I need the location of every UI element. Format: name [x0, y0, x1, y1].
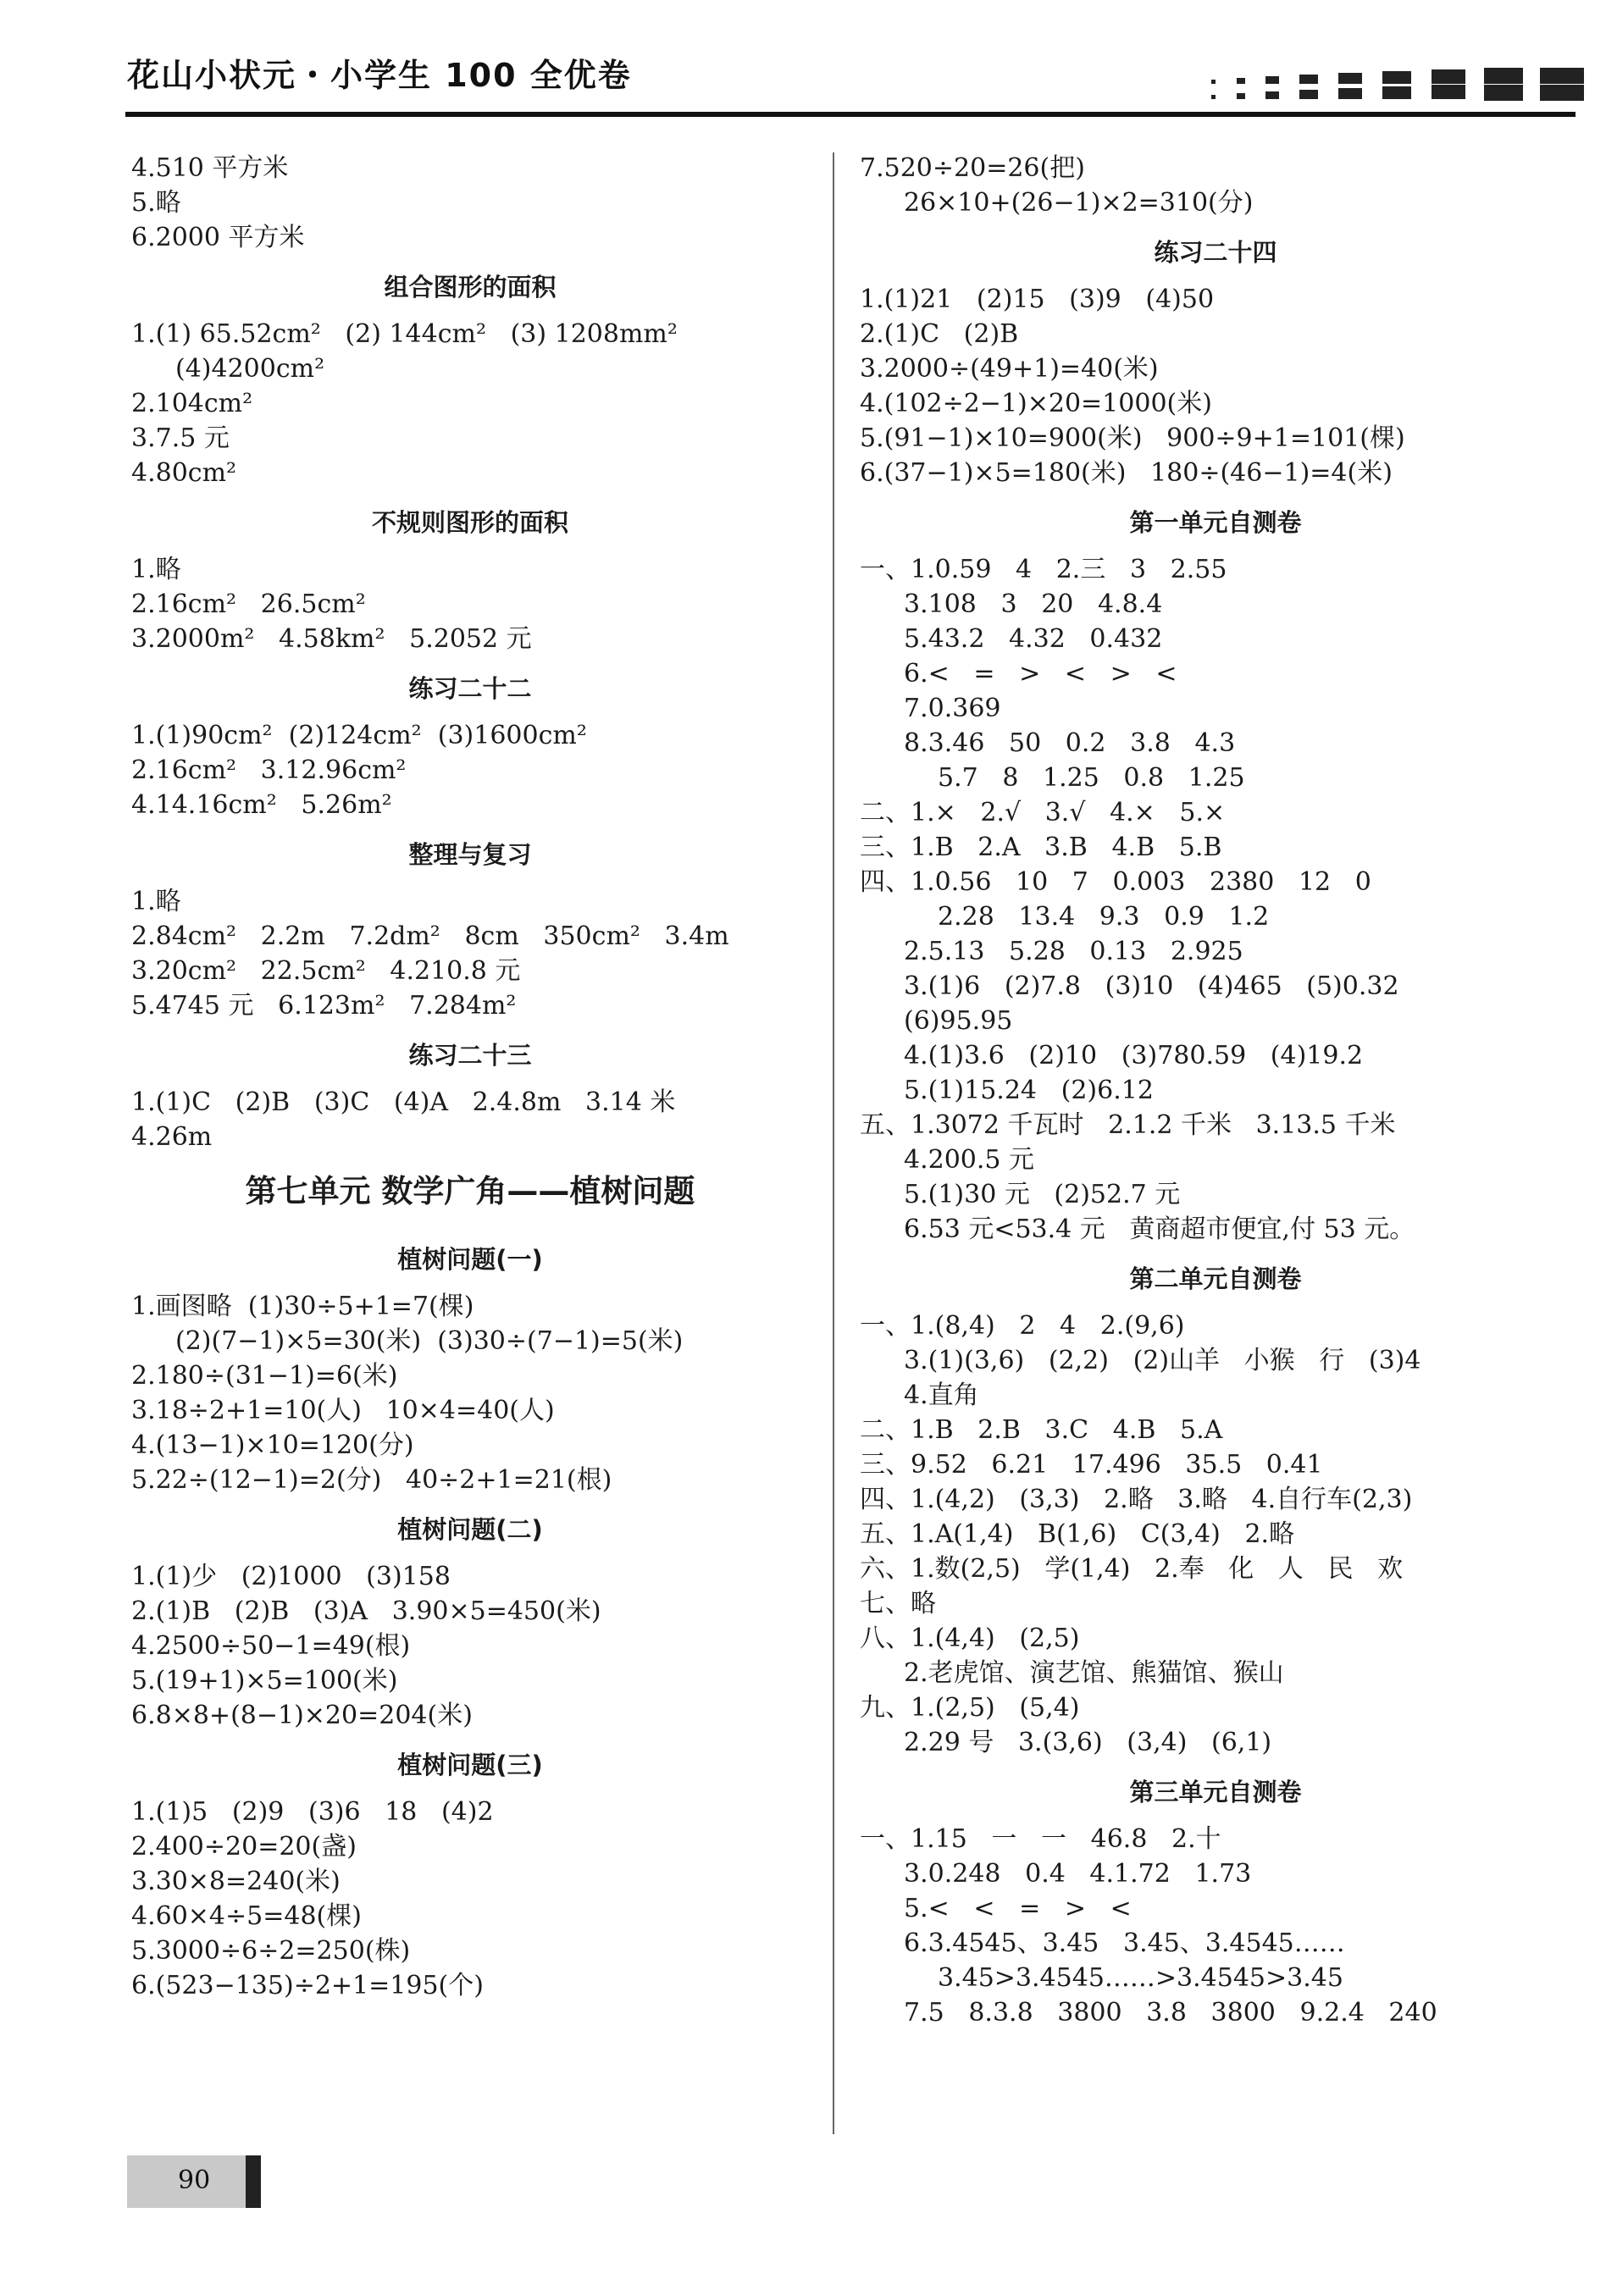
right-answer-line: 3.(1)6 (2)7.8 (3)10 (4)465 (5)0.32 — [904, 971, 1399, 1001]
right-answer-line: 3.108 3 20 4.8.4 — [904, 589, 1163, 619]
page-header — [0, 0, 1606, 119]
right-answer-line: 4.(102÷2−1)×20=1000(米) — [860, 389, 1212, 418]
left-section-title: 练习二十三 — [408, 1041, 532, 1070]
left-answer-line: 4.510 平方米 — [131, 153, 289, 183]
left-answer-line: 3.18÷2+1=10(人) 10×4=40(人) — [131, 1396, 555, 1425]
left-answer-line: 1.(1)C (2)B (3)C (4)A 2.4.8m 3.14 米 — [131, 1087, 676, 1117]
right-answer-line: 3.45>3.4545……>3.4545>3.45 — [938, 1963, 1343, 1993]
right-answer-line: 5.(91−1)×10=900(米) 900÷9+1=101(棵) — [860, 423, 1405, 453]
left-answer-line: 3.7.5 元 — [131, 423, 230, 453]
book-title: 花山小状元・小学生 100 全优卷 — [127, 57, 632, 94]
left-answer-line: 1.略 — [131, 887, 181, 916]
right-answer-line: 一、1.(8,4) 2 4 2.(9,6) — [860, 1311, 1185, 1341]
left-section-title: 不规则图形的面积 — [371, 508, 568, 537]
right-answer-line: (6)95.95 — [904, 1006, 1013, 1036]
left-answer-line: 2.(1)B (2)B (3)A 3.90×5=450(米) — [131, 1596, 601, 1626]
left-answer-line: 1.(1) 65.52cm² (2) 144cm² (3) 1208mm² — [131, 319, 678, 349]
left-answer-line: 2.16cm² 26.5cm² — [131, 589, 366, 619]
left-answer-line: 1.(1)少 (2)1000 (3)158 — [131, 1562, 451, 1591]
right-answer-line: 2.(1)C (2)B — [860, 319, 1019, 349]
right-answer-line: 四、1.(4,2) (3,3) 2.略 3.略 4.自行车(2,3) — [860, 1485, 1413, 1514]
right-answer-line: 7.0.369 — [904, 694, 1001, 723]
left-column — [131, 151, 809, 2003]
right-answer-line: 6.53 元<53.4 元 黄商超市便宜,付 53 元。 — [904, 1214, 1415, 1244]
right-answer-line: 二、1.B 2.B 3.C 4.B 5.A — [860, 1415, 1223, 1445]
header-rule — [125, 112, 1576, 117]
left-answer-line: (4)4200cm² — [175, 354, 325, 384]
right-answer-line: 5.(1)15.24 (2)6.12 — [904, 1076, 1154, 1105]
left-answer-line: 1.略 — [131, 555, 181, 584]
left-answer-line: 4.14.16cm² 5.26m² — [131, 790, 392, 820]
left-answer-line: 6.2000 平方米 — [131, 223, 305, 252]
right-answer-line: 7.520÷20=26(把) — [860, 153, 1085, 183]
right-answer-line: 九、1.(2,5) (5,4) — [860, 1693, 1080, 1723]
right-answer-line: 3.(1)(3,6) (2,2) (2)山羊 小猴 行 (3)4 — [904, 1346, 1421, 1375]
left-answer-line: 4.2500÷50−1=49(根) — [131, 1631, 411, 1661]
right-answer-line: 六、1.数(2,5) 学(1,4) 2.奉 化 人 民 欢 — [860, 1554, 1404, 1584]
left-answer-line: 6.(523−135)÷2+1=195(个) — [131, 1971, 484, 2000]
left-answer-line: 2.16cm² 3.12.96cm² — [131, 755, 407, 785]
right-answer-line: 5.(1)30 元 (2)52.7 元 — [904, 1180, 1181, 1209]
column-divider — [833, 152, 834, 2134]
right-answer-line: 五、1.3072 千瓦时 2.1.2 千米 3.13.5 千米 — [860, 1110, 1396, 1140]
left-answer-line: 4.80cm² — [131, 458, 237, 488]
left-answer-line: 5.略 — [131, 188, 181, 218]
right-answer-line: 七、略 — [860, 1589, 936, 1618]
right-answer-line: 一、1.15 一 一 46.8 2.十 — [860, 1824, 1221, 1854]
left-answer-line: 3.30×8=240(米) — [131, 1867, 341, 1896]
right-answer-line: 6.< = > < > < — [904, 659, 1177, 689]
right-answer-line: 1.(1)21 (2)15 (3)9 (4)50 — [860, 285, 1215, 314]
right-answer-line: 八、1.(4,4) (2,5) — [860, 1624, 1080, 1653]
right-answer-line: 五、1.A(1,4) B(1,6) C(3,4) 2.略 — [860, 1519, 1295, 1549]
left-section-title: 练习二十二 — [408, 674, 532, 703]
left-answer-line: 5.3000÷6÷2=250(株) — [131, 1936, 411, 1966]
right-answer-line: 二、1.× 2.√ 3.√ 4.× 5.× — [860, 798, 1226, 827]
right-answer-line: 6.3.4545、3.45 3.45、3.4545…… — [904, 1928, 1345, 1958]
right-answer-line: 5.7 8 1.25 0.8 1.25 — [938, 763, 1245, 793]
left-answer-line: 3.20cm² 22.5cm² 4.210.8 元 — [131, 956, 521, 986]
left-answer-line: (2)(7−1)×5=30(米) (3)30÷(7−1)=5(米) — [175, 1326, 684, 1356]
left-answer-line: 1.画图略 (1)30÷5+1=7(棵) — [131, 1292, 474, 1321]
right-answer-line: 8.3.46 50 0.2 3.8 4.3 — [904, 728, 1236, 758]
right-column — [860, 151, 1571, 2030]
left-section-title: 整理与复习 — [408, 840, 532, 869]
right-answer-line: 4.200.5 元 — [904, 1145, 1035, 1175]
left-answer-line: 4.(13−1)×10=120(分) — [131, 1430, 414, 1460]
left-answer-line: 1.(1)90cm² (2)124cm² (3)1600cm² — [131, 721, 587, 750]
left-answer-line: 2.84cm² 2.2m 7.2dm² 8cm 350cm² 3.4m — [131, 921, 729, 951]
left-answer-line: 3.2000m² 4.58km² 5.2052 元 — [131, 624, 532, 654]
left-section-title: 植树问题(三) — [397, 1751, 543, 1779]
left-answer-line: 5.22÷(12−1)=2(分) 40÷2+1=21(根) — [131, 1465, 612, 1495]
left-section-title: 组合图形的面积 — [384, 273, 557, 302]
right-answer-line: 5.< < = > < — [904, 1894, 1132, 1923]
left-answer-line: 5.(19+1)×5=100(米) — [131, 1666, 398, 1696]
right-answer-line: 6.(37−1)×5=180(米) 180÷(46−1)=4(米) — [860, 458, 1393, 488]
left-answer-line: 2.180÷(31−1)=6(米) — [131, 1361, 398, 1391]
right-answer-line: 2.29 号 3.(3,6) (3,4) (6,1) — [904, 1728, 1272, 1757]
left-answer-line: 1.(1)5 (2)9 (3)6 18 (4)2 — [131, 1797, 494, 1827]
right-section-title: 第二单元自测卷 — [1129, 1264, 1302, 1293]
right-section-title: 练习二十四 — [1154, 238, 1277, 267]
page-number-bar — [246, 2155, 261, 2208]
left-answer-line: 5.4745 元 6.123m² 7.284m² — [131, 991, 517, 1021]
left-answer-line: 4.26m — [131, 1122, 213, 1152]
header-decoration — [1211, 68, 1584, 103]
left-section-title: 植树问题(二) — [397, 1515, 543, 1544]
right-answer-line: 三、9.52 6.21 17.496 35.5 0.41 — [860, 1450, 1323, 1480]
page-number: 90 — [178, 2166, 211, 2195]
right-answer-line: 2.28 13.4 9.3 0.9 1.2 — [938, 902, 1270, 932]
right-answer-line: 2.5.13 5.28 0.13 2.925 — [904, 937, 1243, 966]
right-answer-line: 一、1.0.59 4 2.三 3 2.55 — [860, 555, 1227, 584]
right-answer-line: 5.43.2 4.32 0.432 — [904, 624, 1163, 654]
right-answer-line: 2.老虎馆、演艺馆、熊猫馆、猴山 — [904, 1658, 1284, 1688]
right-answer-line: 4.直角 — [904, 1380, 979, 1410]
right-section-title: 第三单元自测卷 — [1129, 1778, 1302, 1806]
right-answer-line: 4.(1)3.6 (2)10 (3)780.59 (4)19.2 — [904, 1041, 1364, 1071]
page-number-box — [127, 2155, 246, 2208]
right-section-title: 第一单元自测卷 — [1129, 508, 1302, 537]
left-section-title: 植树问题(一) — [397, 1245, 543, 1274]
left-answer-line: 6.8×8+(8−1)×20=204(米) — [131, 1701, 473, 1730]
left-answer-line: 2.104cm² — [131, 389, 253, 418]
right-answer-line: 26×10+(26−1)×2=310(分) — [904, 188, 1254, 218]
left-answer-line: 2.400÷20=20(盏) — [131, 1832, 357, 1862]
right-answer-line: 3.2000÷(49+1)=40(米) — [860, 354, 1159, 384]
right-answer-line: 三、1.B 2.A 3.B 4.B 5.B — [860, 833, 1222, 862]
right-answer-line: 7.5 8.3.8 3800 3.8 3800 9.2.4 240 — [904, 1998, 1437, 2028]
right-answer-line: 四、1.0.56 10 7 0.003 2380 12 0 — [860, 867, 1371, 897]
right-answer-line: 3.0.248 0.4 4.1.72 1.73 — [904, 1859, 1252, 1889]
left-answer-line: 4.60×4÷5=48(棵) — [131, 1901, 362, 1931]
left-unit-title: 第七单元 数学广角——植树问题 — [245, 1173, 695, 1209]
